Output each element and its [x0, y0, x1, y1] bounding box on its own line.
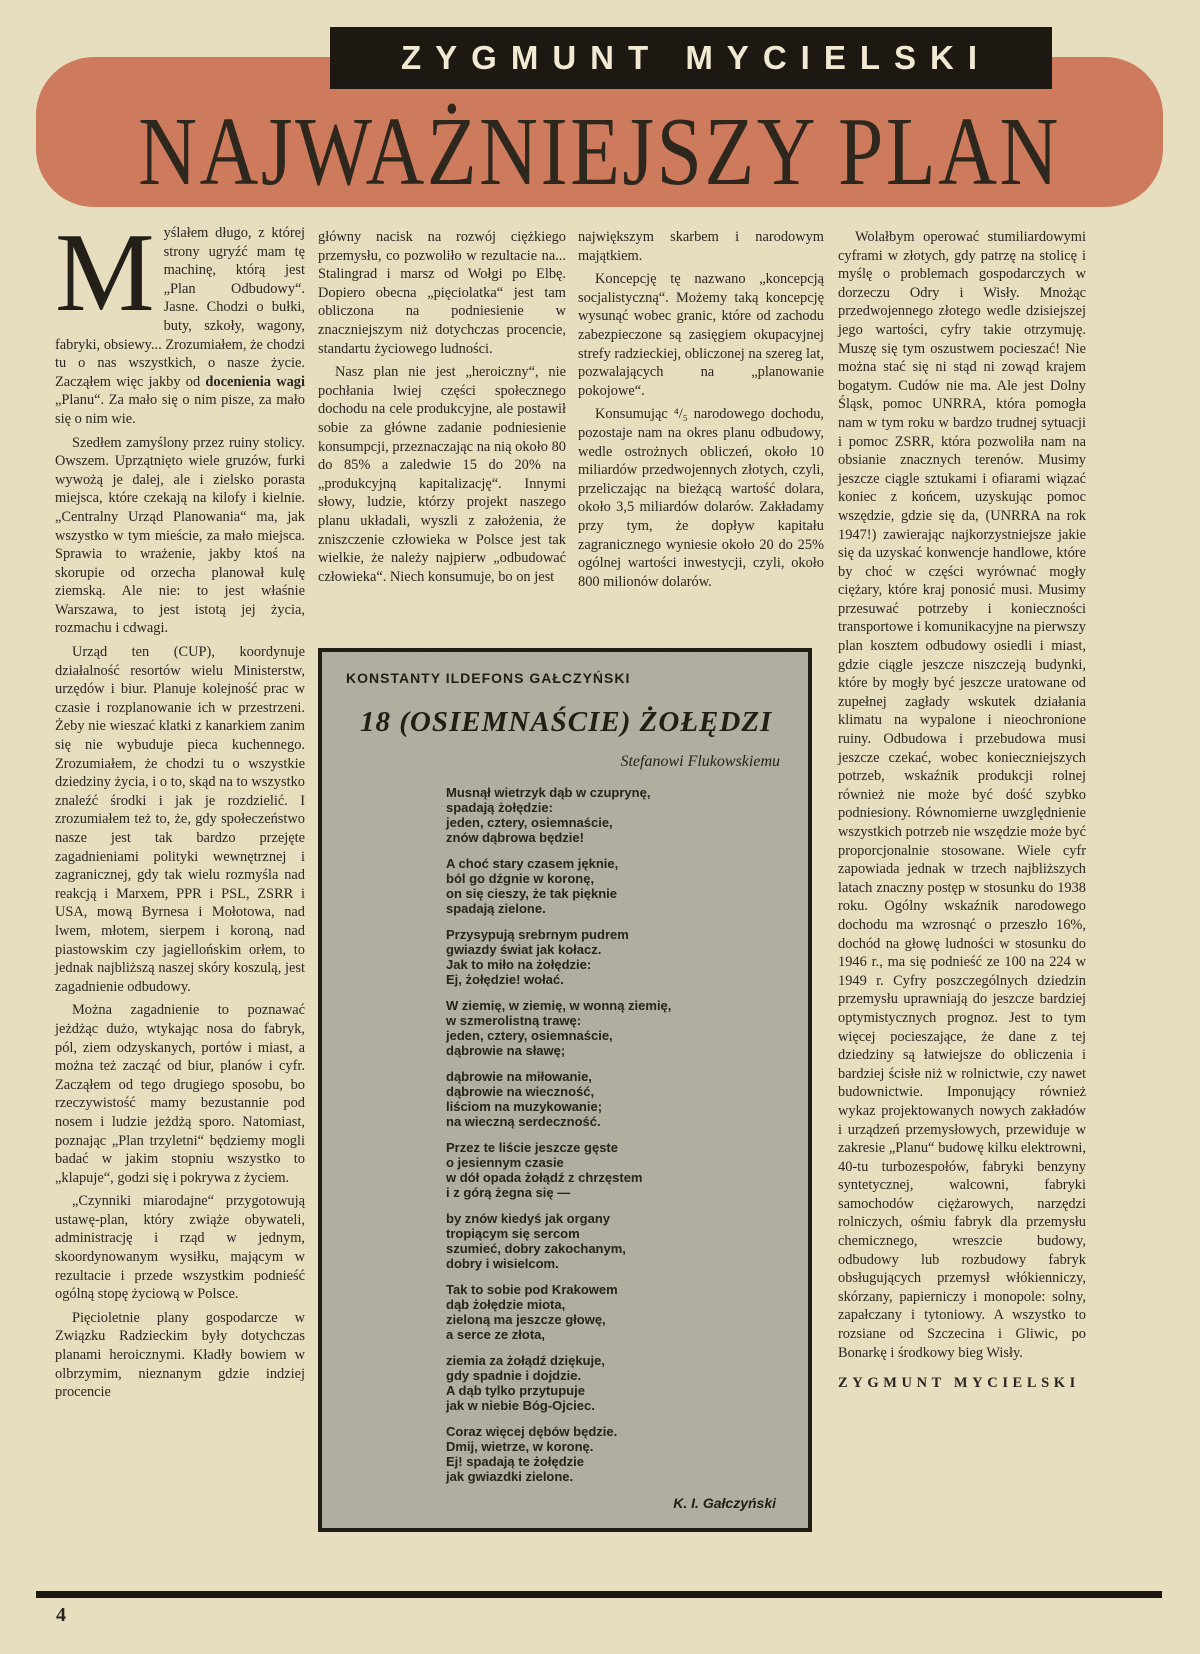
article-column-3 [578, 228, 824, 596]
poem-line: a serce ze złota, [446, 1327, 545, 1342]
poem-line: W ziemię, w ziemię, w wonną ziemię, [446, 998, 672, 1013]
poem-stanzas [446, 785, 786, 1484]
poem-dedication: Stefanowi Flukowskiemu [620, 753, 780, 770]
poem-stanza [446, 785, 786, 845]
poem-line: Jak to miło na żołędzie: [446, 957, 592, 972]
poem-line: jeden, cztery, osiemnaście, [446, 1028, 613, 1043]
poem-line: znów dąbrowa będzie! [446, 830, 584, 845]
poem-line: dobry i wisielcom. [446, 1256, 559, 1271]
article-paragraph: Wolałbym operować stumiliardowymi cyframi w złotych, gdy patrzę na stolicę i myślę o problemach gospodarczych w dorzeczu Odry i Wisły. Mnożąc przedwojennego złotego wedle dzisiejszej jego wartości, cyfry takie otrzymuję. Muszę się tym oszustwem pocieszać! Nie można stać się ni stąd ni zowąd krajem bogatym. Cudów nie ma. Ale jest Dolny Śląsk, pomoc UNRRA, która pomogła nam w tym roku w bardzo trudnej sytuacji i pomoc ZSRR, która pozwoliła nam na obsianie znacznych terenów. Musimy jeszcze ciągle sztukami i ofiarami wiązać koniec z końcem, uzyskując pomoc wszędzie, gdzie się da, (UNRRA na rok 1947!) zawierając najkorzystniejsze jakie się da uzyskać konwencje handlowe, które by choć w części wyrównać mogły ciężary, które kraj ponosić musi. Musimy przesuwać potrzeby i konieczności transportowe i komunikacyjne na pierwszy plan kosztem odbudowy osiedli i miast, gdzie ciągle jeszcze niszczeją budynki, które by mogły być jeszcze uratowane od zupełnej zagłady wskutek działania klimatu na wypalone i nieochronione ruiny. Odbudowa i przebudowa musi jeszcze czekać, wobec konieczniejszych potrzeb, wskaźnik produkcji rolnej również nie może być dość szybko podniesiony. Równomierne uwzględnienie wszystkich potrzeb nie wszędzie może być proporcjonalnie stosowane. Wiele cyfr zapowiada jednak w trzech najbliższych latach znaczny postęp w stosunku do 1938 roku. Ogólny wskaźnik narodowego dochodu ma wzrosnąć o przeszło 16%, dochód na głowę ludności w stosunku do 1946 r., ma się podnieść ze 100 na 224 w 1949 r. Cyfry poszczególnych dziedzin przemysłu uprawniają do jeszcze bardziej optymistycznych prognoz. Jest to tym więcej pocieszające, że dane z tej dziedziny są łatwiejsze do obliczenia i bardziej ścisłe niż w rolnictwie, czy nawet budownictwie. Imponujący również wykaz projektowanych nowych zakładów i urządzeń przemysłowych, przewiduje w zakresie „Planu“ budowę kilku elektrowni, 40-tu turbozespołów, fabryki benzyny syntetycznej, walcowni, fabryki samochodów ciężarowych, narzędzi rolniczych, ośmiu fabryk dla przemysłu chemicznego, wreszcie budowy, odbudowy lub rozbudowy fabryk obsługujących przemysł włókienniczy, skórzany, papierniczy i monopole: solny, zapałczany i tytoniowy. A wszystko to rozsiane od Szczecina i Gliwic, po Bonarkę i środkowy bieg Wisły. [838, 229, 1086, 1361]
poem-stanza [446, 1424, 786, 1484]
poem-line: o jesiennym czasie [446, 1155, 564, 1170]
article-signature: ZYGMUNT MYCIELSKI [838, 1375, 1080, 1392]
poem-stanza [446, 1069, 786, 1129]
poem-line: A choć stary czasem jęknie, [446, 856, 619, 871]
poem-line: Przysypują srebrnym pudrem [446, 927, 629, 942]
poem-line: by znów kiedyś jak organy [446, 1211, 610, 1226]
poem-line: dąbrowie na miłowanie, [446, 1069, 592, 1084]
poem-line: jeden, cztery, osiemnaście, [446, 815, 613, 830]
article-title [126, 96, 1073, 206]
poem-line: zieloną ma jeszcze głowę, [446, 1312, 606, 1327]
article-paragraph: Koncepcję tę nazwano „koncepcją socjalistyczną“. Możemy taką koncepcję wysunąć wobec granic, które od zachodu zabezpieczone są zasięgiem okupacyjnej strefy radzieckiej, obliczonej na szereg lat, pozwalających na „planowanie pokojowe“. [578, 271, 824, 399]
drop-cap: M [55, 211, 155, 335]
article-paragraph: Pięcioletnie plany gospodarcze w Związku Radzieckim były dotychczas planami heroicznymi. Kładły bowiem w olbrzymim, nieznanym gdzie indziej procencie [55, 1309, 305, 1401]
article-column-4 [838, 228, 1086, 1393]
poem-line: ziemia za żołądź dziękuje, [446, 1353, 605, 1368]
poem-line: jak gwiazdki zielone. [446, 1469, 574, 1484]
page-number: 4 [56, 1604, 66, 1626]
poem-stanza [446, 1353, 786, 1413]
article-paragraph: „Czynniki miarodajne“ przygotowują ustawę-plan, który zwiąże obywateli, administrację i rząd w jednym, skoordynowanym wysiłku, mającym w rezultacie i przede wszystkim podnieść ogólną stopę życiową w Polsce. [55, 1193, 305, 1303]
article-paragraph: Konsumując ⁴/₅ narodowego dochodu, pozostaje nam na okres planu odbudowy, wedle ostrożnych obliczeń, około 10 miliardów przedwojennych złotych, czyli, przeliczając na bieżącą wartość dolara, około 3,5 miliardów dolarów. Zakładamy przy tym, że dopływ kapitału zagranicznego wyniesie około 20 do 25% ogólnej wartości inwestycji, czyli, około 800 milionów dolarów. [578, 406, 824, 590]
poem-line: spadają żołędzie: [446, 800, 553, 815]
author-banner-bar [330, 27, 1052, 89]
article-paragraph: Nasz plan nie jest „heroiczny“, nie pochłania lwiej części społecznego dochodu na cele produkcyjne, ale postawił sobie za główne zadanie podniesienie konsumpcji, przeznaczając na nią około 80 do 85% a zaledwie 15 do 20% na „produkcyjną kapitalizację“. Innymi słowy, ludzie, którzy projekt naszego planu układali, wyszli z założenia, że zniszczenie człowieka w Polsce jest tak wielkie, że należy najpierw „odbudować człowieka“. Niech konsumuje, bo on jest [318, 364, 566, 585]
poem-stanza [446, 927, 786, 987]
poem-line: w dół opada żołądź z chrzęstem [446, 1170, 643, 1185]
poem-line: ból go dźgnie w koronę, [446, 871, 595, 886]
poem-stanza [446, 1282, 786, 1342]
article-paragraph: Można zagadnienie to poznawać jeżdżąc dużo, wtykając nosa do fabryk, pól, ziem odzyskanych, portów i miast, a można też zacząć od biur, planów i cyfr. Zacząłem od tego drugiego sposobu, bo rzeczywistość mamy bezustannie pod nosem i ludzie jeżdżą sporo. Natomiast, poznając „Plan trzyletni“ będziemy mogli badać w jakim stopniu wszystko to „klapuje“, godzi się i pokrywa z życiem. [55, 1002, 305, 1186]
poem-line: Coraz więcej dębów będzie. [446, 1424, 618, 1439]
footer-rule [36, 1591, 1162, 1598]
poem-line: Ej! spadają te żołędzie [446, 1454, 584, 1469]
poem-line: Musnął wietrzyk dąb w czuprynę, [446, 785, 651, 800]
poem-line: Dmij, wietrze, w koronę. [446, 1439, 594, 1454]
article-paragraph: Myślałem długo, z której strony ugryźć mam tę machinę, którą jest „Plan Odbudowy“. Jasne. Chodzi o bułki, buty, szkoły, wagony, fabryki, obsiewy... Zrozumiałem, że chodzi tu o nas wszystkich, o nasze życie. Zacząłem więc jakby od docenienia wagi „Planu“. Za mało się o nim pisze, za mało się o nim wie. [55, 211, 305, 427]
poem-line: dąb żołędzie miota, [446, 1297, 566, 1312]
poem-stanza [446, 1140, 786, 1200]
poem-stanza [446, 998, 786, 1058]
poem-stanza [446, 856, 786, 916]
poem-line: Przez te liście jeszcze gęste [446, 1140, 618, 1155]
poem-box [318, 648, 812, 1532]
poem-line: on się cieszy, że tak pięknie [446, 886, 618, 901]
article-paragraph: Urząd ten (CUP), koordynuje działalność resortów wielu Ministerstw, urzędów i biur. Planuje kolejność prac w czasie i rozplanowanie ich w przestrzeni. Żeby nie wieszać klatki z kanarkiem zanim się nie wybuduje pieca kuchennego. Zrozumiałem, że chodzi tu o wszystkie dziedziny życia, i o to, skąd na to wszystko znaleźć środki i jak je rozdzielić. I zrozumiałem też to, że, gdy społeczeństwo nasze jest tak bardzo przejęte zagadnieniami polityki wewnętrznej i zagranicznej, gdy tak wielu rozmyśla nad reakcją i Marxem, PPR i PSL, ZSRR i USA, mową Byrnesa i Mołotowa, nad lwem, młotem, sierpem i koroną, nad piastowskim czy jagiellońskim orłem, to jednak najbliższą naszej skóry koszulą, jest zagadnienie odbudowy. [55, 644, 305, 995]
poem-line: szumieć, dobry zakochanym, [446, 1241, 626, 1256]
article-paragraph: Szedłem zamyślony przez ruiny stolicy. Owszem. Uprzątnięto wiele gruzów, furki wywożą je dalej, ale i zielsko porasta miejsca, które czekają na kilofy i kielnie. „Centralny Urząd Planowania“ ma, jak wszystko w tym mieście, za mało miejsca. Sprawia to wrażenie, jakby ktoś na skorupie od orzecha planował kulę ziemską. Ale nie: to jest właśnie Warszawa, to jest istotą jej życia, rozmachu i cdwagi. [55, 434, 305, 637]
article-paragraph: główny nacisk na rozwój ciężkiego przemysłu, co pozwoliło w rezultacie na... Stalingrad i marsz od Wołgi po Elbę. Dopiero obecna „pięciolatka“ jest tam obliczona na podniesienie w znaczniejszym niż dotychczas procencie, standartu życiowego ludności. [318, 229, 566, 357]
article-column-2 [318, 228, 566, 591]
poem-line: dąbrowie na wieczność, [446, 1084, 595, 1099]
article-column-1 [55, 211, 305, 1407]
poem-line: tropiącym się sercom [446, 1226, 580, 1241]
poem-line: liściom na muzykowanie; [446, 1099, 603, 1114]
poem-author-label: KONSTANTY ILDEFONS GAŁCZYŃSKI [346, 670, 631, 686]
poem-signature: K. I. Gałczyński [673, 1495, 776, 1511]
author-banner-label: ZYGMUNT MYCIELSKI [401, 39, 991, 76]
poem-line: Tak to sobie pod Krakowem [446, 1282, 618, 1297]
poem-line: dąbrowie na sławę; [446, 1043, 566, 1058]
poem-line: w szmerolistną trawę: [446, 1013, 582, 1028]
poem-title: 18 (OSIEMNAŚCIE) ŻOŁĘDZI [360, 706, 773, 738]
poem-line: spadają zielone. [446, 901, 546, 916]
poem-stanza [446, 1211, 786, 1271]
poem-line: na wieczną serdeczność. [446, 1114, 601, 1129]
poem-line: A dąb tylko przytupuje [446, 1383, 585, 1398]
poem-line: i z górą żegna się — [446, 1185, 571, 1200]
article-title-text: NAJWAŻNIEJSZY PLAN [138, 97, 1061, 205]
poem-line: gwiazdy świat jak kołacz. [446, 942, 602, 957]
poem-line: gdy spadnie i dojdzie. [446, 1368, 582, 1383]
poem-line: Ej, żołędzie! wołać. [446, 972, 564, 987]
article-paragraph: największym skarbem i narodowym majątkiem. [578, 229, 824, 264]
poem-line: jak w niebie Bóg-Ojciec. [446, 1398, 595, 1413]
